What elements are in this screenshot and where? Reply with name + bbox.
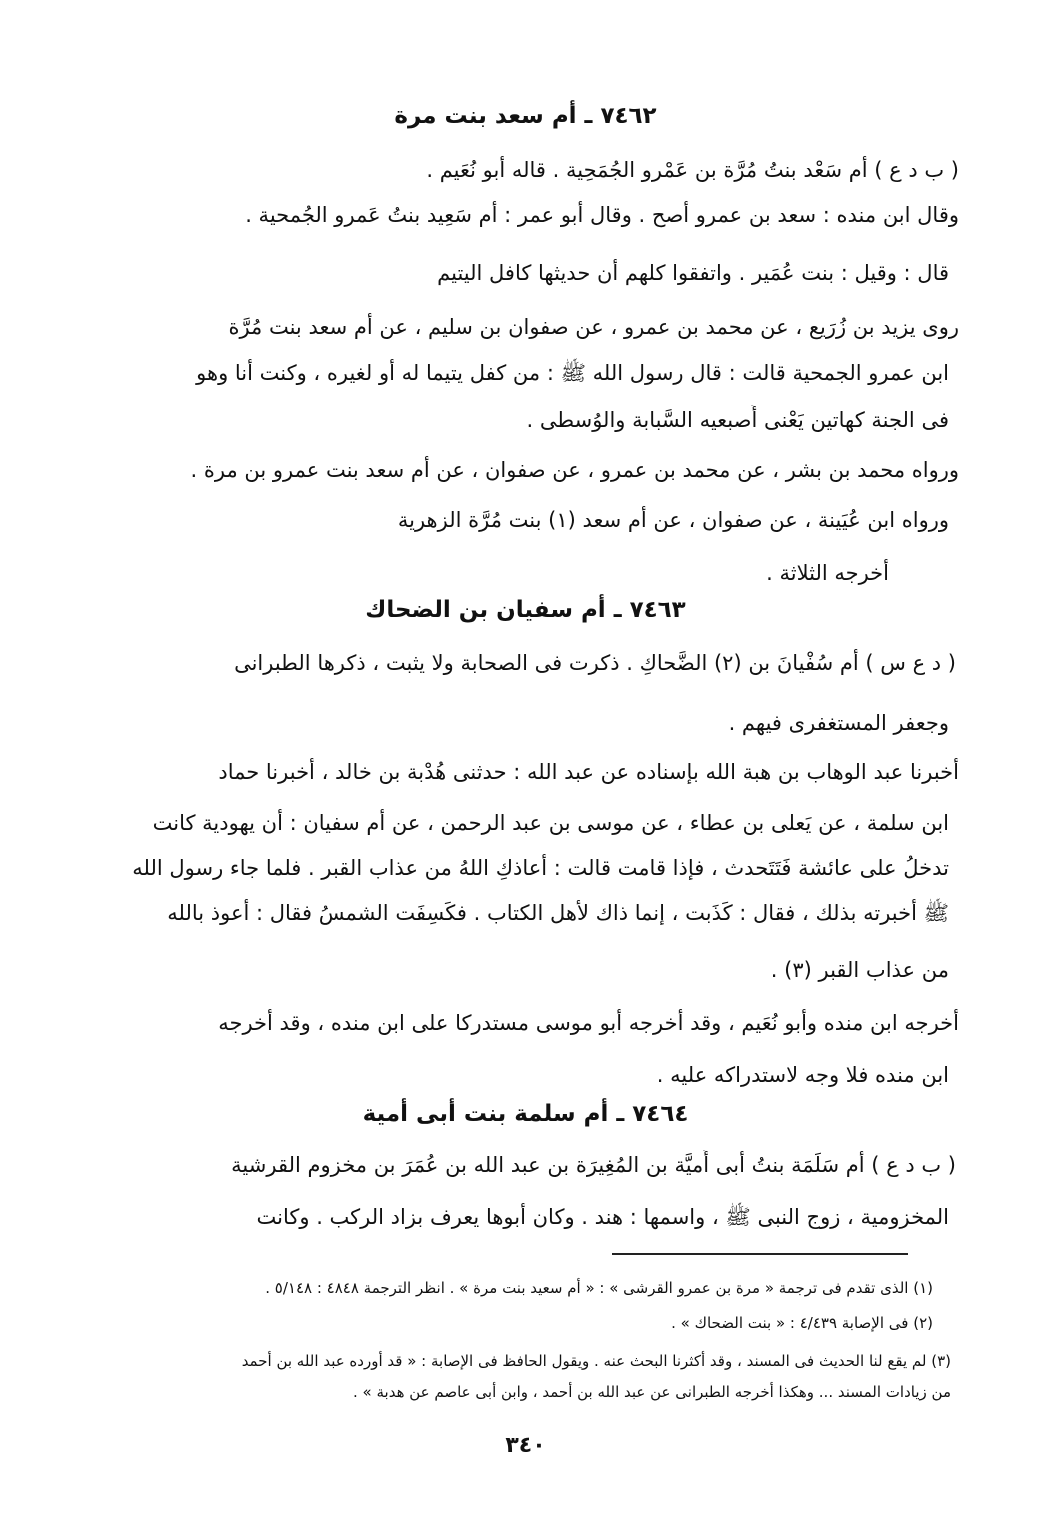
text-line: ﷺ أخبرته بذلك ، فقال : كَذَبت ، إنما ذاك لأهل الكتاب . فكَسِفَت الشمسُ فقال : أعوذ بالله	[167, 901, 949, 925]
text-line: ( ب د ع ) أم سَعْد بنتُ مُرَّة بن عَمْرو الجُمَحِية . قاله أبو نُعَيم .	[426, 158, 959, 182]
text-line: من عذاب القبر (٣) .	[770, 958, 949, 982]
section-heading: ٧٤٦٢ ـ أم سعد بنت مرة	[394, 103, 657, 129]
text-line: أخرجه الثلاثة .	[766, 561, 889, 585]
page-number: ٣٤٠	[505, 1433, 546, 1458]
text-line: فى الجنة كهاتين يَعْنى أُصبعيه السَّبابة والوُسطى .	[526, 408, 949, 432]
footnote: (٣) لم يقع لنا الحديث فى المسند ، وقد أكثرنا البحث عنه . ويقول الحافظ فى الإصابة : « قد أورده عبد الله بن أحمد	[241, 1352, 951, 1370]
footnote: (١) الذى تقدم فى ترجمة « مرة بن عمرو القرشى » : « أم سعيد بنت مرة » . انظر الترجمة ٤٨٤٨ : ٥/١٤٨ .	[265, 1279, 933, 1297]
text-line: وجعفر المستغفرى فيهم .	[728, 711, 949, 735]
text-line: تدخلُ على عائشة فَتَتَحدث ، فإذا قامت قالت : أعاذكِ اللهُ من عذاب القبر . فلما جاء رسول الله	[132, 856, 949, 880]
text-line: ( د ع س ) أم سُفْيانَ بن (٢) الضَّحاكِ . ذكرت فى الصحابة ولا يثبت ، ذكرها الطبرانى	[234, 651, 956, 675]
footnote-divider	[612, 1253, 908, 1255]
text-line: ورواه محمد بن بشر ، عن محمد بن عمرو ، عن صفوان ، عن أم سعد بنت عمرو بن مرة .	[190, 458, 959, 482]
text-line: ورواه ابن عُيَينة ، عن صفوان ، عن أم سعد (١) بنت مُرَّة الزهرية	[397, 508, 949, 532]
section-heading: ٧٤٦٣ ـ أم سفيان بن الضحاك	[365, 597, 686, 623]
text-line: المخزومية ، زوج النبى ﷺ ، واسمها : هند . وكان أبوها يعرف بزاد الركب . وكانت	[256, 1205, 949, 1229]
text-line: ابن سلمة ، عن يَعلى بن عطاء ، عن موسى بن عبد الرحمن ، عن أم سفيان : أن يهودية كانت	[152, 811, 949, 835]
text-line: ابن عمرو الجمحية قالت : قال رسول الله ﷺ : من كفل يتيما له أو لغيره ، وكنت أنا وهو	[196, 361, 949, 385]
section-heading: ٧٤٦٤ ـ أم سلمة بنت أبى أمية	[362, 1101, 689, 1127]
text-line: ( ب د ع ) أم سَلَمَة بنتُ أبى أُميَّة بن المُغِيرَة بن عبد الله بن عُمَرَ بن مخزوم القرشية	[231, 1153, 956, 1177]
text-line: ابن منده فلا وجه لاستدراكه عليه .	[656, 1063, 949, 1087]
footnote: من زيادات المسند ... وهكذا أخرجه الطبرانى عن عبد الله بن أحمد ، وابن أبى عاصم عن هدبة » .	[353, 1383, 951, 1401]
text-line: أخبرنا عبد الوهاب بن هبة الله بإسناده عن عبد الله : حدثنى هُدْبة بن خالد ، أخبرنا حماد	[218, 760, 959, 784]
text-line: أخرجه ابن منده وأبو نُعَيم ، وقد أخرجه أبو موسى مستدركا على ابن منده ، وقد أخرجه	[218, 1011, 959, 1035]
text-line: روى يزيد بن زُرَيع ، عن محمد بن عمرو ، عن صفوان بن سليم ، عن أم سعد بنت مُرَّة	[228, 315, 959, 339]
footnote: (٢) فى الإصابة ٤/٤٣٩ : « بنت الضحاك » .	[671, 1314, 933, 1332]
text-line: وقال ابن منده : سعد بن عمرو أصح . وقال أبو عمر : أم سَعِيد بنتُ عَمرو الجُمحية .	[245, 203, 959, 227]
text-line: قال : وقيل : بنت عُمَير . واتفقوا كلهم أن حديثها كافل اليتيم	[437, 261, 949, 285]
